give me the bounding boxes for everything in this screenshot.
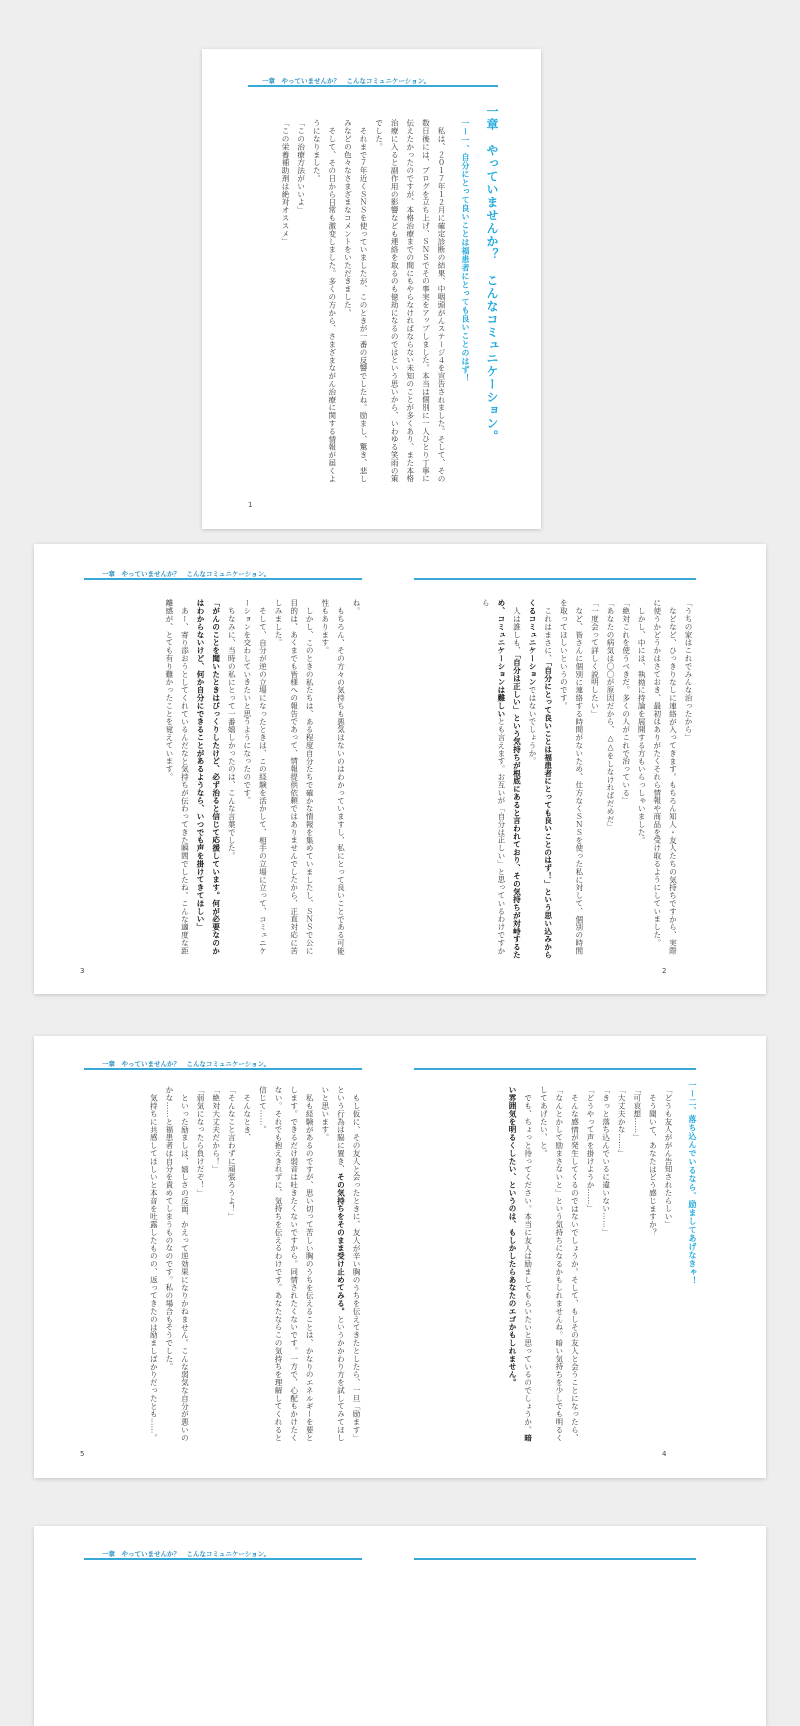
quote: 「絶対大丈夫だから！」 bbox=[211, 1086, 221, 1173]
paragraph: そんなとき、 bbox=[242, 1093, 252, 1141]
quote: 「どうも友人ががん告知されたらしい」 bbox=[664, 1086, 673, 1229]
quote: 「そんなこと言わずに頑張ろうよ！」 bbox=[227, 1086, 237, 1221]
page-5-body bbox=[146, 1086, 364, 1446]
page-4-body bbox=[504, 1086, 676, 1446]
paragraph: そんな感情が発生してくるのではないでしょうか。そして、もしその友人と会うことになったら、「なんとかして励まさないと」という気持ちになるかもしれませんね。暗い気持ちを少しでも明るくしてあげたい、と。 bbox=[539, 1086, 580, 1442]
quote: 「この栄養補助剤は絶対オススメ」 bbox=[281, 119, 291, 246]
header-rule bbox=[248, 85, 498, 87]
bold-phrase: 「自分にとって良いことは福患者にとっても良いことのはず！」という思い込みからくるコミュニケーション bbox=[528, 599, 553, 959]
running-header: 一章 やっていませんか？ こんなコミュニケーション。 bbox=[262, 77, 431, 85]
page-1 bbox=[202, 49, 541, 529]
paragraph: しかし、このときの私たちは、ある程度自分たちで確かな情報を集めていましたし、ＳＮＳで公に目的は、あくまでも皆様への報告であって、情報提供依頼ではありませんでしたから、正直対応に苦しみました。 bbox=[274, 599, 315, 955]
page-spread-3-2 bbox=[34, 544, 766, 994]
bold-phrase: その気持ちをそのまま受け止めてみる。 bbox=[336, 1172, 346, 1316]
quote: 「この治療方法がいいよ」 bbox=[296, 119, 306, 214]
header-rule bbox=[84, 578, 362, 580]
header-rule bbox=[414, 578, 696, 580]
paragraph: そして、その日から日常も激変しました。多くの方から、さまざまながん治療に関する情報が届くようになりました。 bbox=[312, 119, 337, 483]
page-spread-5-4 bbox=[34, 1036, 766, 1478]
paragraph: ね。 bbox=[352, 599, 361, 615]
header-rule bbox=[84, 1558, 362, 1560]
page-number: 2 bbox=[662, 967, 667, 975]
paragraph: など、皆さんに個別に連絡する時間がないため、仕方なくＳＮＳを使った私に対して、個別の時間を取ってほしいというのです。 bbox=[559, 599, 584, 955]
quote: 「一度会って詳しく説明したい」 bbox=[590, 599, 600, 718]
bold-phrase: 暗い雰囲気を明るくしたい、というのは、もしかしたらあなたのエゴかもしれません。 bbox=[508, 1086, 533, 1442]
paragraph: 気持ちに共感してほしいと本音を吐露したものの、返ってきたのは励ましばかりだったとも……。 bbox=[149, 1093, 159, 1442]
paragraph: ちなみに、当時の私にとって一番嬉しかったのは、こんな言葉でした。 bbox=[227, 606, 237, 860]
quote: 「大丈夫かな……」 bbox=[617, 1086, 627, 1158]
header-rule bbox=[414, 1558, 696, 1560]
section-title: 一ー二、落ち込んでいるなら、励ましてあげなきゃ！ bbox=[688, 1081, 697, 1285]
paragraph: もし仮に、その友人と会ったときに、友人が辛い胸のうちを伝えてきたとしたら、一旦「励ます」という行為は脇に置き、その気持ちをそのまま受け止めてみる。というかかわり方を試してみてほしいと思います。 bbox=[320, 1086, 361, 1442]
page-number: 3 bbox=[80, 967, 85, 975]
bold-phrase: 「自分は正しい」という気持ちが根底にあると言われており、その気持ちが対峙するため、コミュニケーションは難しい bbox=[496, 599, 522, 959]
bold-quote: 「がんのことを聞いたときはびっくりしたけど、必ず治ると信じて応援しています。何が必要なのかはわからないけど、何か自分にできることがあるようなら、いつでも声を掛けてきてほしい」 bbox=[196, 599, 221, 955]
header-rule bbox=[414, 1068, 696, 1070]
paragraph: といった励ましは、嬉しさの反面、かえって逆効果になりかねません。こんな弱気な自分が悪いのかな……と福患者は自分を責めてしまうものなのです。私の場合もそうでした。 bbox=[164, 1086, 190, 1442]
quote: 「弱気になったら負けだぞ！」 bbox=[196, 1086, 206, 1197]
paragraph: しかし、中には、執拗に持論を展開する方もいらっしゃいました。 bbox=[637, 606, 647, 844]
quote: 「どうやって声を掛けようか……」 bbox=[586, 1086, 596, 1213]
page-number: 5 bbox=[80, 1450, 85, 1458]
header-rule bbox=[84, 1068, 362, 1070]
paragraph: でも、ちょっと待ってください。本当に友人は励ましてもらいたいと思っているのでしょうか。暗い雰囲気を明るくしたい、というのは、もしかしたらあなたのエゴかもしれません。 bbox=[508, 1086, 533, 1442]
page-number: 4 bbox=[662, 1450, 667, 1458]
paragraph: などなど、ひっきりなしに連絡が入ってきます。もちろん知人・友人たちの気持ちですから、実際に使うかどうかはさておき、最初はありがたくそれら情報や商品を受け取るようにしていました。 bbox=[652, 599, 678, 955]
paragraph: これはまさに、「自分にとって良いことは福患者にとっても良いことのはず！」という思い込みからくるコミュニケーションではないでしょうか。 bbox=[528, 599, 553, 959]
running-header: 一章 やっていませんか？ こんなコミュニケーション。 bbox=[102, 1550, 271, 1558]
paragraph: 私は、２０１７年１２月に確定診断の結果、中咽頭がんステージ４を宣告されました。そして、その数日後には、ブログを立ち上げ、ＳＮＳでその事実をアップしました。本当は個別に一人ひとり丁寧に伝えたかったのですが、本格治療までの間にもやらなければならない未知のことが多くあり、また本格治療に入ると副作用の影響なども連絡を取るのも億劫になるのではという思いから、いわゆる笑雨の策でした。 bbox=[374, 119, 446, 483]
paragraph: 人は誰しも、「自分は正しい」という気持ちが根底にあると言われており、その気持ちが対峙するため、コミュニケーションは難しいとも言えます。お互いが「自分は正しい」と思っているわけですから bbox=[481, 599, 522, 959]
page-number: 1 bbox=[248, 501, 253, 509]
paragraph: そして、自分が逆の立場になったときは、この経験を活かして、相手の立場に立って、コミュニケーションを交わしていきたいと思うようになったのです。 bbox=[242, 599, 268, 955]
page-3-body bbox=[161, 599, 364, 959]
quote: 「きっと落ち込んでいるに違いない……」 bbox=[601, 1086, 611, 1237]
page-spread-next bbox=[34, 1526, 766, 1726]
paragraph: あー、寄り添おうとしてくれているんだなと気持ちが伝わってきた瞬間でしたね。こんな適度な距離感が、とても有り難かったことを覚えています。 bbox=[164, 599, 190, 955]
quote: 「可哀想……」 bbox=[632, 1086, 642, 1142]
chapter-title: 一章 やっていませんか？ こんなコミュニケーション。 bbox=[485, 105, 499, 443]
paragraph: 私も経験があるのですが、思い切って苦しい胸のうちを伝えることは、かなりのエネルギーを要とします。できるだけ弱音は吐きたくないですから。同情されたくないです。一方で、心配もかけたくない。それでも抱えきれずに、気持ちを伝えるわけです。あなたならこの気持ちを理解してくれると信じて……。 bbox=[258, 1086, 315, 1442]
page-2-body bbox=[478, 599, 696, 959]
section-title: 一ー一、自分にとって良いことは福患者にとっても良いことのはず！ bbox=[461, 119, 470, 383]
quote: 「絶対これを使うべきだ。多くの人がこれで治っている」 bbox=[621, 599, 631, 805]
paragraph: それまで７年近くＳＮＳを使っていましたが、このときが一番の反響でしたね。励まし、驚き、悲しみなどの色々なさまざまなコメントをいただきました。 bbox=[343, 119, 369, 483]
running-header: 一章 やっていませんか？ こんなコミュニケーション。 bbox=[102, 1060, 271, 1068]
running-header: 一章 やっていませんか？ こんなコミュニケーション。 bbox=[102, 570, 271, 578]
quote: 「うちの家はこれでみんな治ったから」 bbox=[684, 599, 693, 742]
page-1-body bbox=[277, 119, 449, 489]
quote: 「あなたの病気は〇〇が原因だから、△△をしなければだめだ」 bbox=[606, 599, 616, 831]
paragraph: もちろん、その方々の気持ちも悪気はないのはわかっていますし、私にとって良いことである可能性もあります。 bbox=[320, 599, 346, 955]
paragraph: そう聞いて、あなたはどう感じますか？ bbox=[648, 1093, 658, 1236]
